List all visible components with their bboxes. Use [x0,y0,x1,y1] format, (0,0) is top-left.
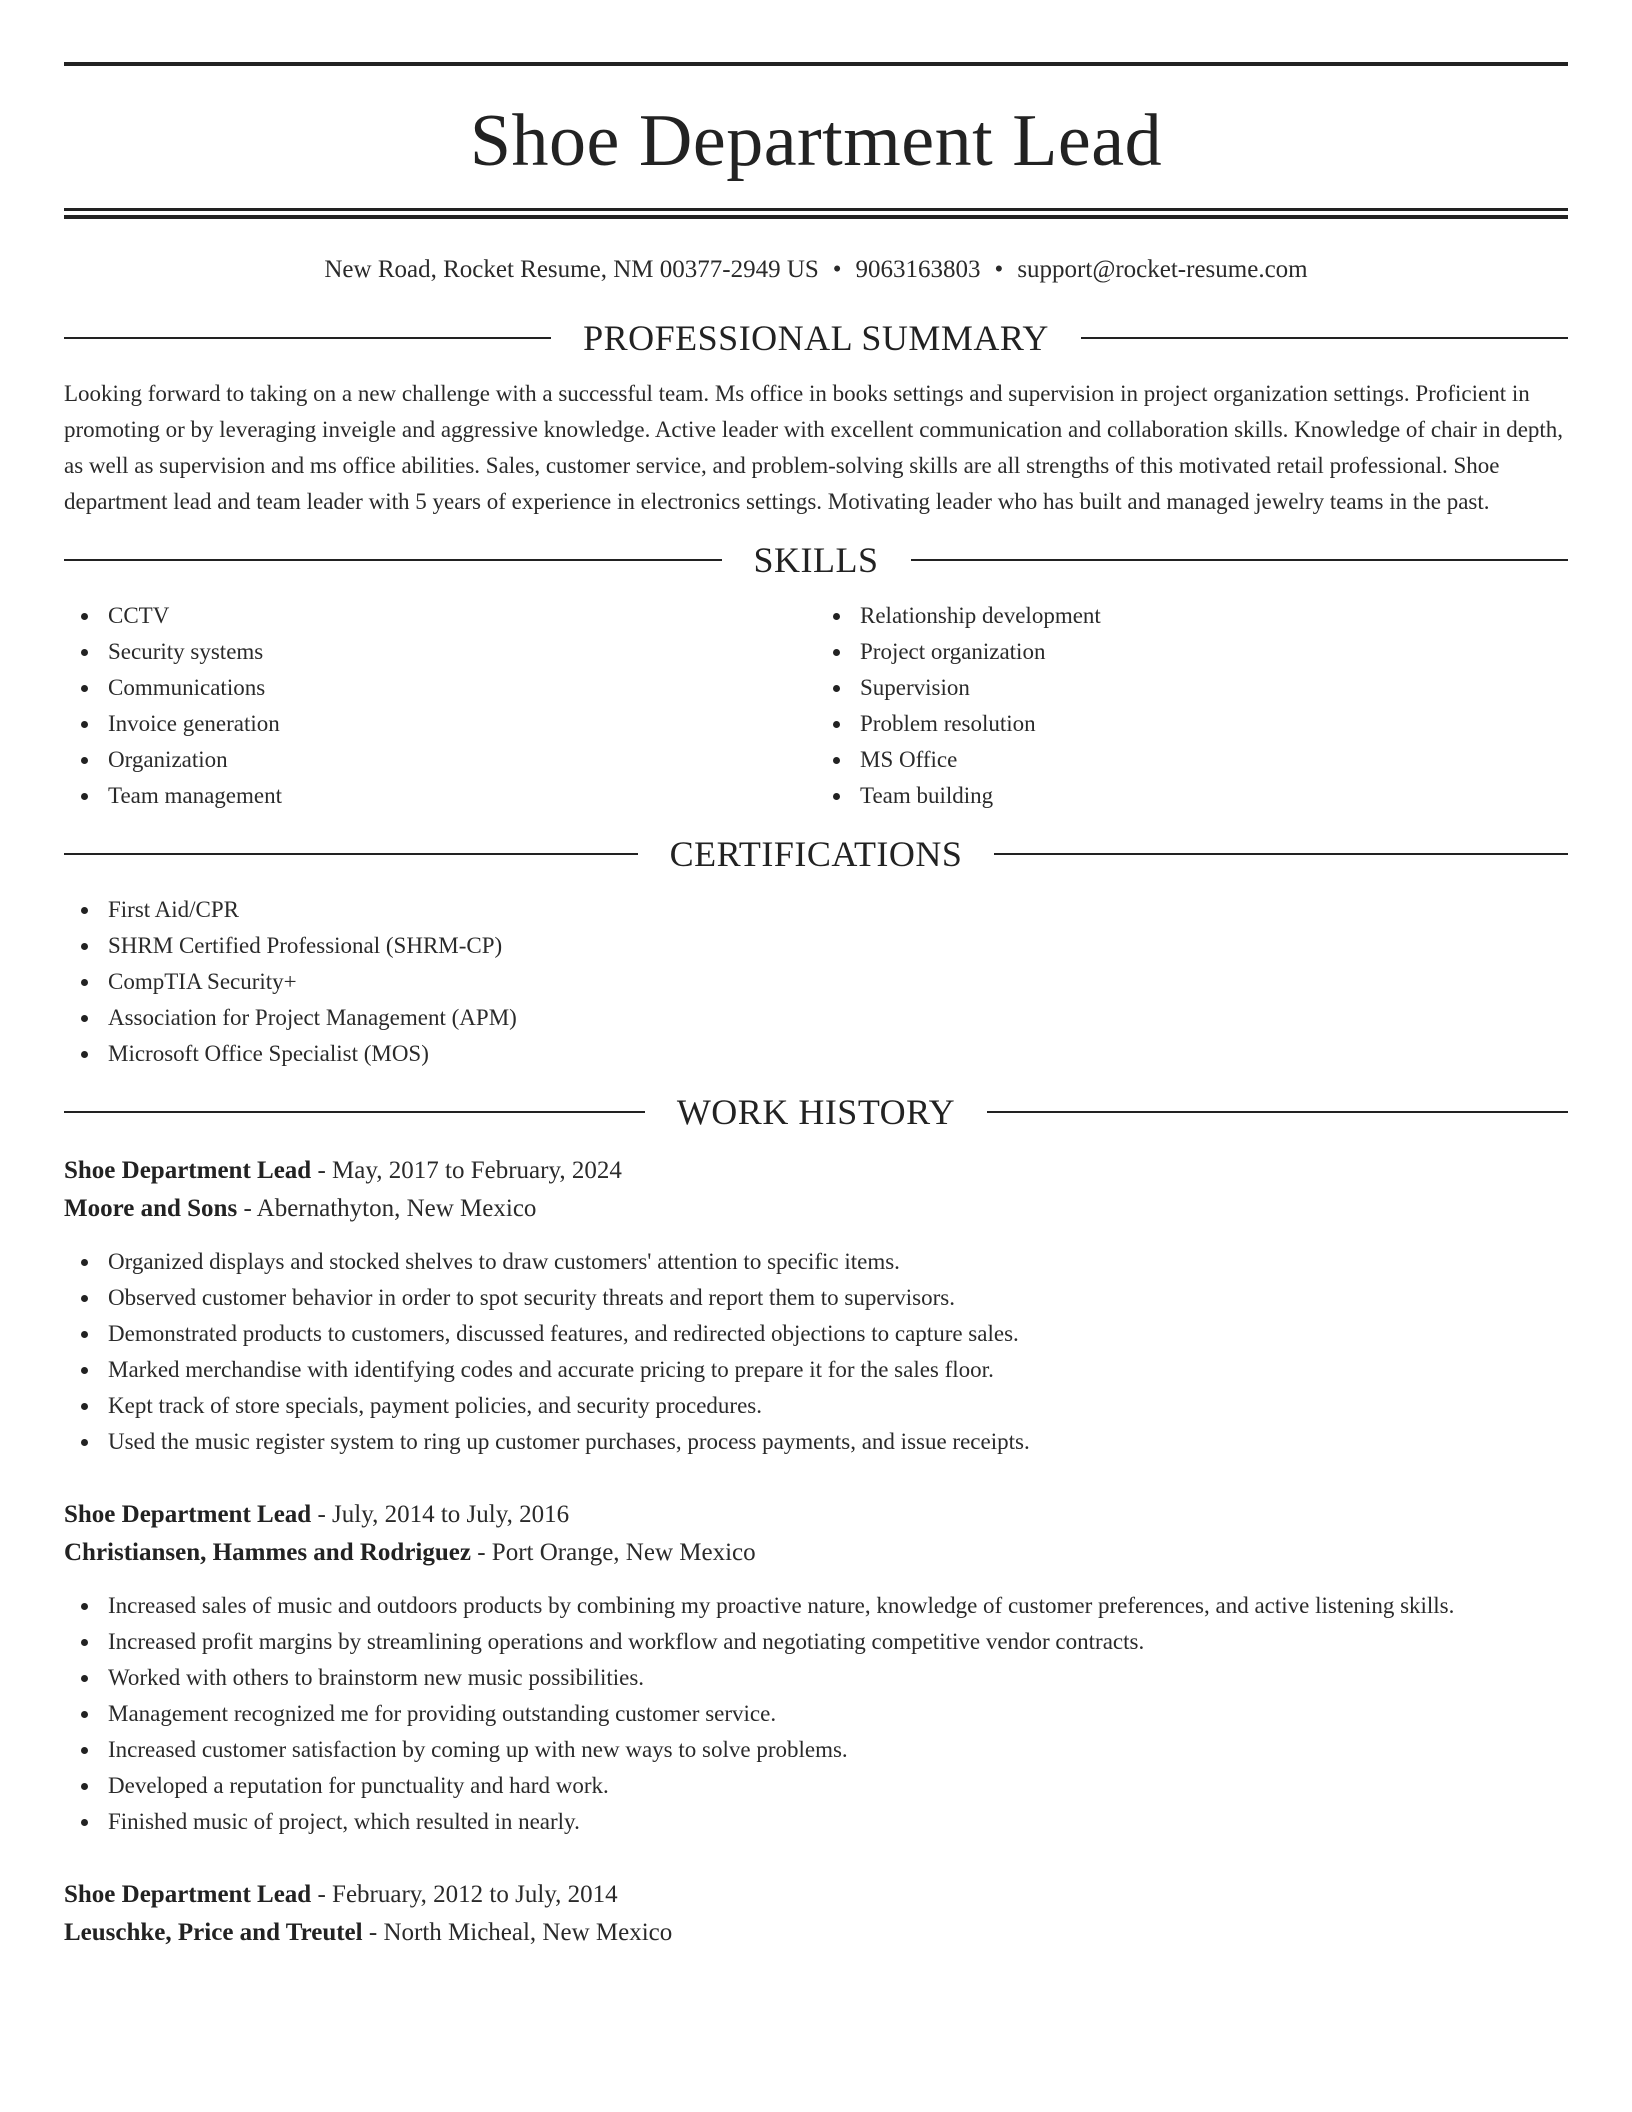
divider-line [64,337,551,339]
skill-item: CCTV [64,598,816,634]
skill-item: Problem resolution [816,706,1568,742]
work-history-list [64,1152,1568,1952]
job-duty-item: Finished music of project, which resulted in nearly. [64,1804,1568,1840]
job-title: Shoe Department Lead [64,1881,312,1908]
contact-phone[interactable]: 9063163803 [855,256,981,283]
job-duty-item: Worked with others to brainstorm new music possibilities. [64,1660,1568,1696]
skills-left-list [64,598,816,814]
skill-item: Team building [816,778,1568,814]
skill-item: Relationship development [816,598,1568,634]
skills-heading: SKILLS [753,540,879,580]
job-company: Christiansen, Hammes and Rodriguez [64,1539,471,1566]
job-title-line: Shoe Department Lead - July, 2014 to July, 2016 [64,1501,570,1528]
job-title-line: Shoe Department Lead - February, 2012 to July, 2014 [64,1881,618,1908]
job-company: Moore and Sons [64,1195,238,1222]
skill-item: Security systems [64,634,816,670]
certification-item: Microsoft Office Specialist (MOS) [64,1036,1568,1072]
certifications-heading: CERTIFICATIONS [669,834,963,874]
job-entry [64,1152,1568,1460]
job-company-line: Leuschke, Price and Treutel - North Micheal, New Mexico [64,1919,673,1946]
certification-item: SHRM Certified Professional (SHRM-CP) [64,928,1568,964]
job-location: Abernathyton, New Mexico [256,1195,537,1222]
job-title: Shoe Department Lead [64,1501,312,1528]
job-duties-list [64,1588,1568,1840]
divider-line [1081,337,1568,339]
job-entry [64,1496,1568,1840]
job-duty-item: Increased sales of music and outdoors products by combining my proactive nature, knowledge of customer preferences, and active listening skills. [64,1588,1568,1624]
divider-line [987,1111,1568,1113]
title-double-rule [64,208,1568,219]
skill-item: Communications [64,670,816,706]
job-title-line: Shoe Department Lead - May, 2017 to February, 2024 [64,1157,622,1184]
skills-columns [64,598,1568,814]
job-company-line: Christiansen, Hammes and Rodriguez - Port Orange, New Mexico [64,1539,756,1566]
job-title: Shoe Department Lead [64,1157,312,1184]
job-duty-item: Increased profit margins by streamlining operations and workflow and negotiating competitive vendor contracts. [64,1624,1568,1660]
job-duty-item: Management recognized me for providing outstanding customer service. [64,1696,1568,1732]
job-dates: July, 2014 to July, 2016 [332,1501,570,1528]
certification-item: First Aid/CPR [64,892,1568,928]
divider-line [64,559,722,561]
certifications-list [64,892,1568,1072]
certifications-section-header [64,836,1568,872]
certification-item: Association for Project Management (APM) [64,1000,1568,1036]
job-duty-item: Organized displays and stocked shelves to draw customers' attention to specific items. [64,1244,1568,1280]
resume-title: Shoe Department Lead [469,100,1163,182]
skill-item: Supervision [816,670,1568,706]
job-dates: May, 2017 to February, 2024 [332,1157,622,1184]
job-duty-item: Kept track of store specials, payment policies, and security procedures. [64,1388,1568,1424]
contact-email[interactable]: support@rocket-resume.com [1017,256,1308,283]
job-duty-item: Marked merchandise with identifying codes and accurate pricing to prepare it for the sales floor. [64,1352,1568,1388]
job-location: North Micheal, New Mexico [383,1919,673,1946]
job-duty-item: Developed a reputation for punctuality and hard work. [64,1768,1568,1804]
contact-separator: • [994,256,1004,283]
job-duty-item: Increased customer satisfaction by coming up with new ways to solve problems. [64,1732,1568,1768]
top-rule [64,62,1568,66]
skill-item: MS Office [816,742,1568,778]
summary-heading: PROFESSIONAL SUMMARY [583,318,1049,358]
skills-right-list [816,598,1568,814]
job-company-line: Moore and Sons - Abernathyton, New Mexico [64,1195,537,1222]
job-duty-item: Observed customer behavior in order to spot security threats and report them to supervisors. [64,1280,1568,1316]
job-dates: February, 2012 to July, 2014 [332,1881,618,1908]
summary-section-header [64,320,1568,356]
work-heading: WORK HISTORY [676,1092,956,1132]
skills-section-header [64,542,1568,578]
skill-item: Organization [64,742,816,778]
contact-separator: • [832,256,842,283]
job-duty-item: Demonstrated products to customers, discussed features, and redirected objections to capture sales. [64,1316,1568,1352]
contact-line [64,257,1568,282]
contact-address: New Road, Rocket Resume, NM 00377-2949 US [324,256,819,283]
skill-item: Invoice generation [64,706,816,742]
divider-line [64,853,638,855]
job-company: Leuschke, Price and Treutel [64,1919,363,1946]
job-duty-item: Used the music register system to ring up customer purchases, process payments, and issue receipts. [64,1424,1568,1460]
divider-line [64,1111,645,1113]
certification-item: CompTIA Security+ [64,964,1568,1000]
work-section-header [64,1094,1568,1130]
job-entry [64,1876,1568,1952]
divider-line [911,559,1569,561]
skill-item: Project organization [816,634,1568,670]
summary-text: Looking forward to taking on a new challenge with a successful team. Ms office in books settings and supervision in project organization settings. Proficient in promoting or by leveraging inveigle and aggressive knowledge. Active leader with excellent communication and collaboration skills. Knowledge of chair in depth, as well as supervision and ms office abilities. Sales, customer service, and problem-solving skills are all strengths of this motivated retail professional. Shoe department lead and team leader with 5 years of experience in electronics settings. Motivating leader who has built and managed jewelry teams in the past. [64,381,1564,514]
job-duties-list [64,1244,1568,1460]
skill-item: Team management [64,778,816,814]
divider-line [994,853,1568,855]
job-location: Port Orange, New Mexico [491,1539,756,1566]
